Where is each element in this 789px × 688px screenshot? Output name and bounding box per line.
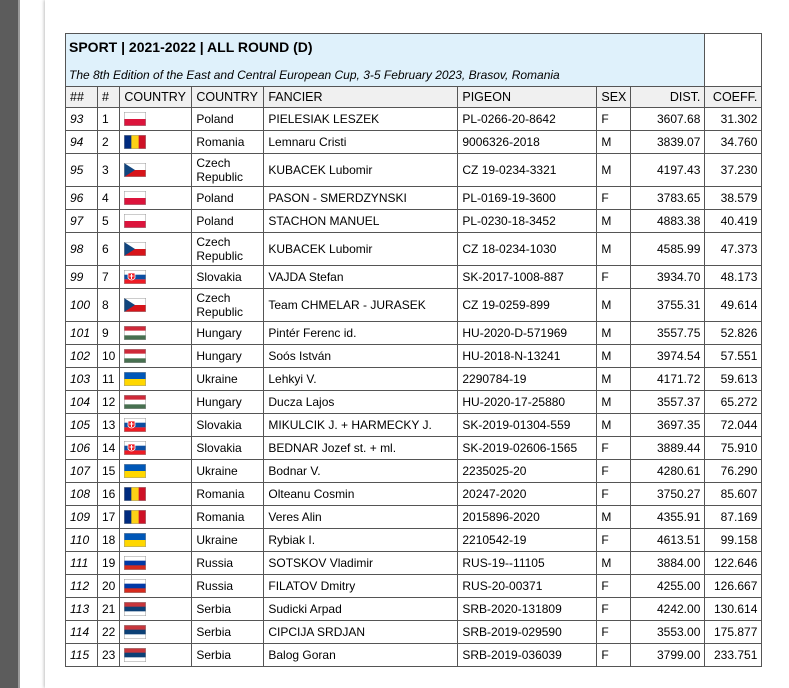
pigeon-cell: 2290784-19 xyxy=(458,368,597,391)
dist-cell: 3553.00 xyxy=(631,621,705,644)
dist-cell: 3607.68 xyxy=(631,108,705,131)
rank-cell: 112 xyxy=(66,575,98,598)
coeff-cell: 85.607 xyxy=(705,483,762,506)
country-cell: Poland xyxy=(192,210,264,233)
fancier-cell: Ducza Lajos xyxy=(264,391,458,414)
dist-cell: 4255.00 xyxy=(631,575,705,598)
rank-cell: 111 xyxy=(66,552,98,575)
flag-cell xyxy=(120,131,192,154)
sex-cell: F xyxy=(597,437,631,460)
pigeon-cell: 20247-2020 xyxy=(458,483,597,506)
slovakia-flag-icon xyxy=(124,441,146,455)
table-row xyxy=(66,322,762,345)
coeff-cell: 40.419 xyxy=(705,210,762,233)
table-row xyxy=(66,289,762,322)
fancier-cell: Balog Goran xyxy=(264,644,458,667)
table-row xyxy=(66,621,762,644)
rank-cell: 96 xyxy=(66,187,98,210)
number-cell: 14 xyxy=(98,437,120,460)
col-header-coeff: COEFF. xyxy=(705,87,762,108)
fancier-cell: Team CHMELAR - JURASEK xyxy=(264,289,458,322)
number-cell: 18 xyxy=(98,529,120,552)
romania-flag-icon xyxy=(124,510,146,524)
dist-cell: 4171.72 xyxy=(631,368,705,391)
flag-cell xyxy=(120,187,192,210)
sex-cell: M xyxy=(597,368,631,391)
flag-cell xyxy=(120,414,192,437)
number-cell: 23 xyxy=(98,644,120,667)
table-row xyxy=(66,391,762,414)
country-cell: Russia xyxy=(192,575,264,598)
sex-cell: M xyxy=(597,154,631,187)
dist-cell: 3783.65 xyxy=(631,187,705,210)
coeff-cell: 126.667 xyxy=(705,575,762,598)
coeff-cell: 57.551 xyxy=(705,345,762,368)
number-cell: 8 xyxy=(98,289,120,322)
serbia-flag-icon xyxy=(124,625,146,639)
rank-cell: 106 xyxy=(66,437,98,460)
country-cell: Slovakia xyxy=(192,437,264,460)
poland-flag-icon xyxy=(124,214,146,228)
sex-cell: F xyxy=(597,187,631,210)
table-row xyxy=(66,414,762,437)
rank-cell: 107 xyxy=(66,460,98,483)
flag-cell xyxy=(120,368,192,391)
number-cell: 19 xyxy=(98,552,120,575)
pigeon-cell: CZ 19-0259-899 xyxy=(458,289,597,322)
table-row xyxy=(66,154,762,187)
country-cell: Hungary xyxy=(192,345,264,368)
dist-cell: 3557.75 xyxy=(631,322,705,345)
number-cell: 22 xyxy=(98,621,120,644)
rank-cell: 98 xyxy=(66,233,98,266)
viewer-sidebar xyxy=(0,0,18,688)
coeff-cell: 99.158 xyxy=(705,529,762,552)
coeff-cell: 38.579 xyxy=(705,187,762,210)
number-cell: 20 xyxy=(98,575,120,598)
col-header-country: COUNTRY xyxy=(192,87,264,108)
dist-cell: 3755.31 xyxy=(631,289,705,322)
coeff-cell: 76.290 xyxy=(705,460,762,483)
pigeon-cell: CZ 18-0234-1030 xyxy=(458,233,597,266)
country-cell: Czech Republic xyxy=(192,233,264,266)
rank-cell: 115 xyxy=(66,644,98,667)
flag-cell xyxy=(120,621,192,644)
country-cell: Poland xyxy=(192,187,264,210)
pigeon-cell: HU-2020-17-25880 xyxy=(458,391,597,414)
pigeon-cell: PL-0230-18-3452 xyxy=(458,210,597,233)
country-cell: Russia xyxy=(192,552,264,575)
coeff-cell: 49.614 xyxy=(705,289,762,322)
report-title: SPORT | 2021-2022 | ALL ROUND (D) xyxy=(69,39,313,55)
coeff-cell: 130.614 xyxy=(705,598,762,621)
sex-cell: M xyxy=(597,322,631,345)
poland-flag-icon xyxy=(124,191,146,205)
rank-cell: 105 xyxy=(66,414,98,437)
col-header-dist: DIST. xyxy=(631,87,705,108)
sex-cell: M xyxy=(597,414,631,437)
hungary-flag-icon xyxy=(124,326,146,340)
pigeon-cell: PL-0266-20-8642 xyxy=(458,108,597,131)
pigeon-cell: 9006326-2018 xyxy=(458,131,597,154)
dist-cell: 4355.91 xyxy=(631,506,705,529)
col-header-sex: SEX xyxy=(597,87,631,108)
table-row xyxy=(66,266,762,289)
coeff-cell: 233.751 xyxy=(705,644,762,667)
coeff-cell: 72.044 xyxy=(705,414,762,437)
flag-cell xyxy=(120,108,192,131)
coeff-cell: 48.173 xyxy=(705,266,762,289)
rank-cell: 109 xyxy=(66,506,98,529)
col-header-country-flag: COUNTRY xyxy=(120,87,192,108)
slovakia-flag-icon xyxy=(124,270,146,284)
hungary-flag-icon xyxy=(124,395,146,409)
flag-cell xyxy=(120,210,192,233)
number-cell: 15 xyxy=(98,460,120,483)
table-row xyxy=(66,598,762,621)
number-cell: 2 xyxy=(98,131,120,154)
dist-cell: 4197.43 xyxy=(631,154,705,187)
report-header xyxy=(66,34,705,87)
czech-flag-icon xyxy=(124,298,146,312)
dist-cell: 3839.07 xyxy=(631,131,705,154)
number-cell: 3 xyxy=(98,154,120,187)
results-table xyxy=(65,33,762,667)
rank-cell: 110 xyxy=(66,529,98,552)
rank-cell: 100 xyxy=(66,289,98,322)
country-cell: Hungary xyxy=(192,391,264,414)
rank-cell: 97 xyxy=(66,210,98,233)
country-cell: Romania xyxy=(192,483,264,506)
sex-cell: M xyxy=(597,391,631,414)
sex-cell: M xyxy=(597,233,631,266)
header-blank-cell xyxy=(705,34,762,87)
pigeon-cell: SRB-2020-131809 xyxy=(458,598,597,621)
flag-cell xyxy=(120,483,192,506)
sex-cell: M xyxy=(597,506,631,529)
coeff-cell: 34.760 xyxy=(705,131,762,154)
coeff-cell: 175.877 xyxy=(705,621,762,644)
fancier-cell: MIKULCIK J. + HARMECKY J. xyxy=(264,414,458,437)
flag-cell xyxy=(120,460,192,483)
sex-cell: M xyxy=(597,552,631,575)
table-row xyxy=(66,368,762,391)
table-row xyxy=(66,210,762,233)
fancier-cell: FILATOV Dmitry xyxy=(264,575,458,598)
sex-cell: F xyxy=(597,108,631,131)
rank-cell: 95 xyxy=(66,154,98,187)
rank-cell: 99 xyxy=(66,266,98,289)
pigeon-cell: SK-2017-1008-887 xyxy=(458,266,597,289)
sex-cell: M xyxy=(597,345,631,368)
serbia-flag-icon xyxy=(124,602,146,616)
sex-cell: F xyxy=(597,621,631,644)
table-row xyxy=(66,552,762,575)
slovakia-flag-icon xyxy=(124,418,146,432)
fancier-cell: PIELESIAK LESZEK xyxy=(264,108,458,131)
ukraine-flag-icon xyxy=(124,533,146,547)
fancier-cell: PASON - SMERDZYNSKI xyxy=(264,187,458,210)
pigeon-cell: HU-2020-D-571969 xyxy=(458,322,597,345)
ukraine-flag-icon xyxy=(124,464,146,478)
fancier-cell: Rybiak I. xyxy=(264,529,458,552)
pigeon-cell: RUS-19--11105 xyxy=(458,552,597,575)
pigeon-cell: SK-2019-01304-559 xyxy=(458,414,597,437)
report-header-row xyxy=(66,34,762,87)
coeff-cell: 31.302 xyxy=(705,108,762,131)
table-row xyxy=(66,233,762,266)
fancier-cell: STACHON MANUEL xyxy=(264,210,458,233)
table-row xyxy=(66,575,762,598)
viewer-divider xyxy=(18,0,20,688)
flag-cell xyxy=(120,289,192,322)
russia-flag-icon xyxy=(124,556,146,570)
fancier-cell: SOTSKOV Vladimir xyxy=(264,552,458,575)
number-cell: 13 xyxy=(98,414,120,437)
dist-cell: 4242.00 xyxy=(631,598,705,621)
flag-cell xyxy=(120,391,192,414)
fancier-cell: KUBACEK Lubomir xyxy=(264,233,458,266)
dist-cell: 3697.35 xyxy=(631,414,705,437)
czech-flag-icon xyxy=(124,242,146,256)
flag-cell xyxy=(120,575,192,598)
number-cell: 21 xyxy=(98,598,120,621)
number-cell: 17 xyxy=(98,506,120,529)
country-cell: Serbia xyxy=(192,598,264,621)
number-cell: 10 xyxy=(98,345,120,368)
country-cell: Ukraine xyxy=(192,460,264,483)
rank-cell: 114 xyxy=(66,621,98,644)
rank-cell: 108 xyxy=(66,483,98,506)
number-cell: 5 xyxy=(98,210,120,233)
fancier-cell: VAJDA Stefan xyxy=(264,266,458,289)
flag-cell xyxy=(120,266,192,289)
country-cell: Ukraine xyxy=(192,368,264,391)
pigeon-cell: PL-0169-19-3600 xyxy=(458,187,597,210)
table-row xyxy=(66,483,762,506)
pigeon-cell: CZ 19-0234-3321 xyxy=(458,154,597,187)
country-cell: Hungary xyxy=(192,322,264,345)
table-row xyxy=(66,529,762,552)
flag-cell xyxy=(120,154,192,187)
ukraine-flag-icon xyxy=(124,372,146,386)
fancier-cell: Pintér Ferenc id. xyxy=(264,322,458,345)
flag-cell xyxy=(120,233,192,266)
sex-cell: F xyxy=(597,266,631,289)
sex-cell: F xyxy=(597,483,631,506)
col-header-pigeon: PIGEON xyxy=(458,87,597,108)
coeff-cell: 59.613 xyxy=(705,368,762,391)
country-cell: Romania xyxy=(192,131,264,154)
col-header-number: # xyxy=(98,87,120,108)
country-cell: Czech Republic xyxy=(192,289,264,322)
flag-cell xyxy=(120,345,192,368)
fancier-cell: BEDNAR Jozef st. + ml. xyxy=(264,437,458,460)
fancier-cell: Lemnaru Cristi xyxy=(264,131,458,154)
flag-cell xyxy=(120,506,192,529)
flag-cell xyxy=(120,437,192,460)
flag-cell xyxy=(120,598,192,621)
column-header-row xyxy=(66,87,762,108)
rank-cell: 102 xyxy=(66,345,98,368)
flag-cell xyxy=(120,552,192,575)
coeff-cell: 37.230 xyxy=(705,154,762,187)
russia-flag-icon xyxy=(124,579,146,593)
table-row xyxy=(66,460,762,483)
table-row xyxy=(66,506,762,529)
country-cell: Poland xyxy=(192,108,264,131)
dist-cell: 4883.38 xyxy=(631,210,705,233)
number-cell: 11 xyxy=(98,368,120,391)
number-cell: 16 xyxy=(98,483,120,506)
dist-cell: 3799.00 xyxy=(631,644,705,667)
table-row xyxy=(66,131,762,154)
table-row xyxy=(66,437,762,460)
coeff-cell: 47.373 xyxy=(705,233,762,266)
sex-cell: M xyxy=(597,289,631,322)
flag-cell xyxy=(120,529,192,552)
number-cell: 4 xyxy=(98,187,120,210)
sex-cell: F xyxy=(597,529,631,552)
fancier-cell: KUBACEK Lubomir xyxy=(264,154,458,187)
sex-cell: M xyxy=(597,131,631,154)
dist-cell: 4585.99 xyxy=(631,233,705,266)
coeff-cell: 75.910 xyxy=(705,437,762,460)
fancier-cell: CIPCIJA SRDJAN xyxy=(264,621,458,644)
country-cell: Ukraine xyxy=(192,529,264,552)
dist-cell: 3557.37 xyxy=(631,391,705,414)
czech-flag-icon xyxy=(124,163,146,177)
pigeon-cell: SRB-2019-029590 xyxy=(458,621,597,644)
pigeon-cell: RUS-20-00371 xyxy=(458,575,597,598)
country-cell: Serbia xyxy=(192,644,264,667)
country-cell: Romania xyxy=(192,506,264,529)
dist-cell: 4280.61 xyxy=(631,460,705,483)
sex-cell: F xyxy=(597,644,631,667)
sex-cell: M xyxy=(597,210,631,233)
coeff-cell: 122.646 xyxy=(705,552,762,575)
fancier-cell: Sudicki Arpad xyxy=(264,598,458,621)
pigeon-cell: HU-2018-N-13241 xyxy=(458,345,597,368)
country-cell: Slovakia xyxy=(192,414,264,437)
fancier-cell: Soós István xyxy=(264,345,458,368)
poland-flag-icon xyxy=(124,112,146,126)
dist-cell: 3884.00 xyxy=(631,552,705,575)
rank-cell: 94 xyxy=(66,131,98,154)
number-cell: 1 xyxy=(98,108,120,131)
flag-cell xyxy=(120,322,192,345)
country-cell: Slovakia xyxy=(192,266,264,289)
fancier-cell: Bodnar V. xyxy=(264,460,458,483)
col-header-rank: ## xyxy=(66,87,98,108)
country-cell: Serbia xyxy=(192,621,264,644)
flag-cell xyxy=(120,644,192,667)
report-subtitle: The 8th Edition of the East and Central European Cup, 3-5 February 2023, Brasov, Romania xyxy=(69,68,560,82)
sex-cell: F xyxy=(597,460,631,483)
rank-cell: 93 xyxy=(66,108,98,131)
dist-cell: 3934.70 xyxy=(631,266,705,289)
pigeon-cell: 2015896-2020 xyxy=(458,506,597,529)
number-cell: 7 xyxy=(98,266,120,289)
dist-cell: 4613.51 xyxy=(631,529,705,552)
rank-cell: 104 xyxy=(66,391,98,414)
hungary-flag-icon xyxy=(124,349,146,363)
dist-cell: 3750.27 xyxy=(631,483,705,506)
country-cell: Czech Republic xyxy=(192,154,264,187)
col-header-fancier: FANCIER xyxy=(264,87,458,108)
sex-cell: F xyxy=(597,575,631,598)
sex-cell: F xyxy=(597,598,631,621)
rank-cell: 113 xyxy=(66,598,98,621)
coeff-cell: 52.826 xyxy=(705,322,762,345)
serbia-flag-icon xyxy=(124,648,146,662)
fancier-cell: Olteanu Cosmin xyxy=(264,483,458,506)
table-row xyxy=(66,187,762,210)
table-row xyxy=(66,108,762,131)
number-cell: 9 xyxy=(98,322,120,345)
romania-flag-icon xyxy=(124,135,146,149)
coeff-cell: 65.272 xyxy=(705,391,762,414)
rank-cell: 101 xyxy=(66,322,98,345)
number-cell: 6 xyxy=(98,233,120,266)
fancier-cell: Veres Alin xyxy=(264,506,458,529)
rank-cell: 103 xyxy=(66,368,98,391)
number-cell: 12 xyxy=(98,391,120,414)
pigeon-cell: 2235025-20 xyxy=(458,460,597,483)
coeff-cell: 87.169 xyxy=(705,506,762,529)
table-row xyxy=(66,644,762,667)
table-row xyxy=(66,345,762,368)
pigeon-cell: 2210542-19 xyxy=(458,529,597,552)
document-page xyxy=(45,0,789,688)
dist-cell: 3889.44 xyxy=(631,437,705,460)
pigeon-cell: SRB-2019-036039 xyxy=(458,644,597,667)
romania-flag-icon xyxy=(124,487,146,501)
dist-cell: 3974.54 xyxy=(631,345,705,368)
fancier-cell: Lehkyi V. xyxy=(264,368,458,391)
pigeon-cell: SK-2019-02606-1565 xyxy=(458,437,597,460)
